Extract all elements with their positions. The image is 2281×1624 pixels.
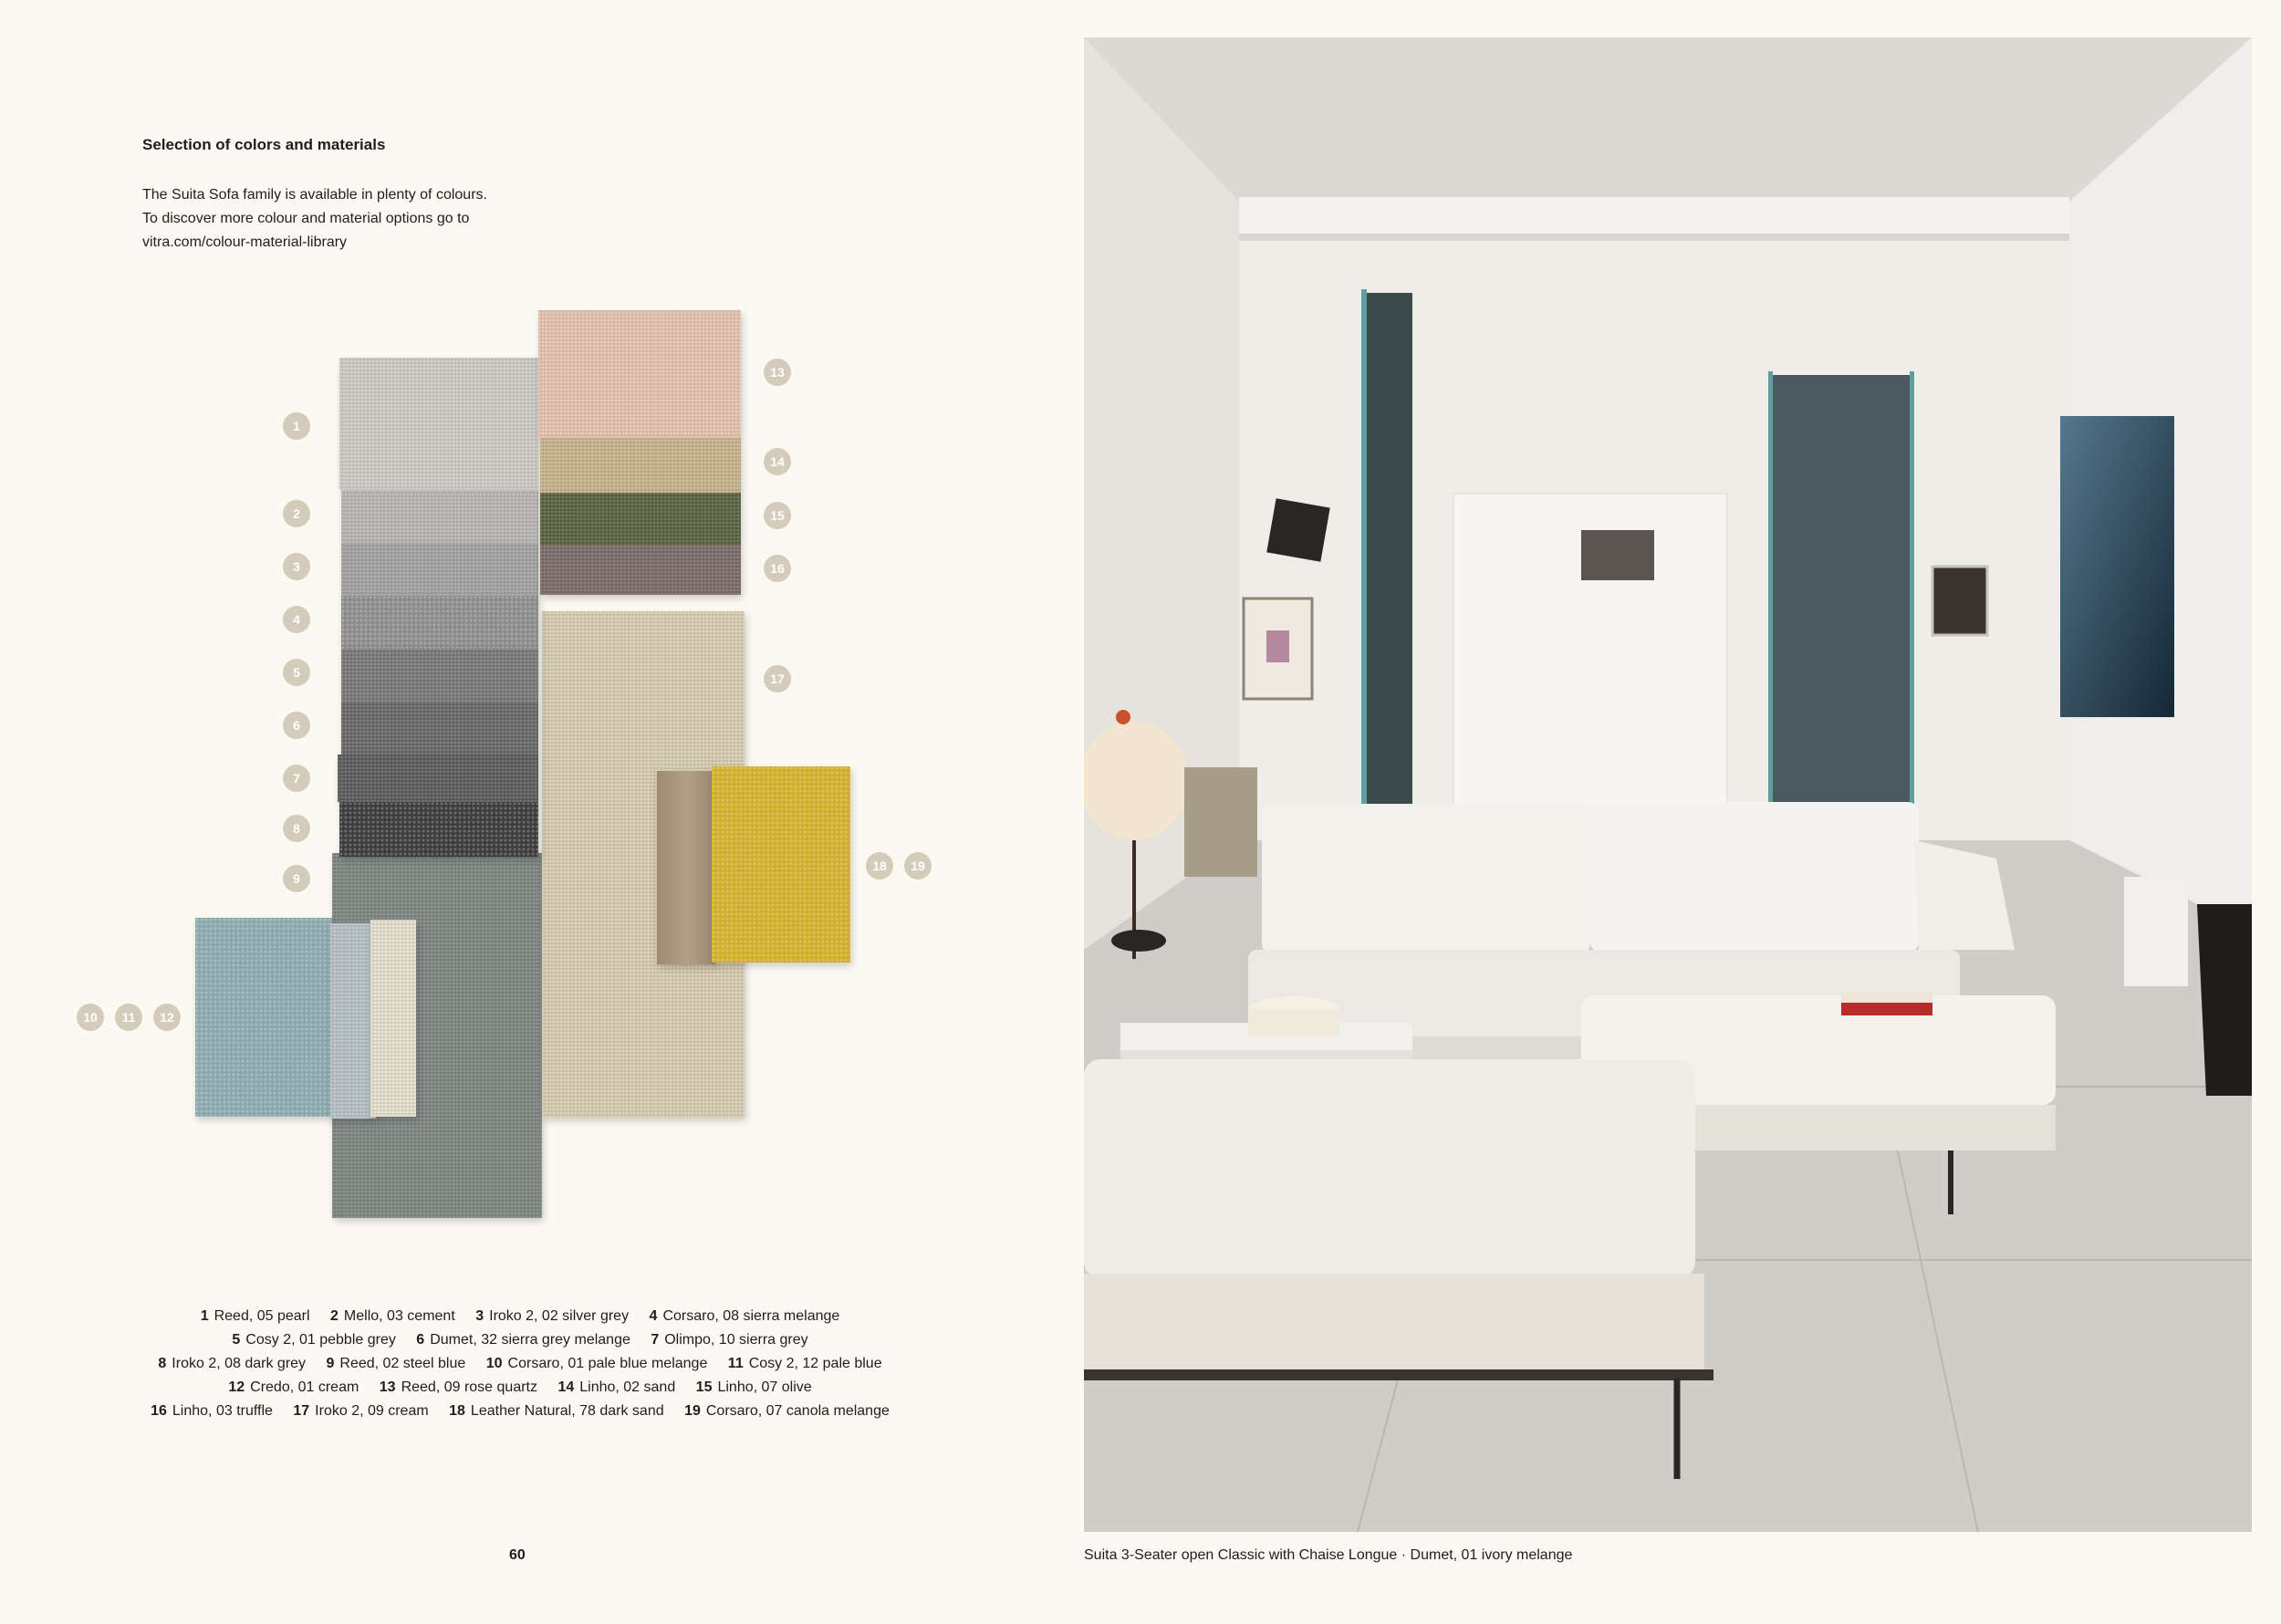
swatch-2 <box>341 490 538 543</box>
swatch-number-badge: 4 <box>283 606 310 633</box>
swatch-5 <box>341 649 538 702</box>
legend-item: 2 Mello, 03 cement <box>330 1308 455 1324</box>
legend-line <box>73 1376 967 1400</box>
legend-item: 19 Corsaro, 07 canola melange <box>684 1403 890 1419</box>
legend-item: 18 Leather Natural, 78 dark sand <box>449 1403 664 1419</box>
swatch-8 <box>339 802 538 857</box>
left-page <box>0 0 1084 1624</box>
legend-line <box>73 1400 967 1423</box>
swatch-number-badge: 9 <box>283 865 310 892</box>
page-title: Selection of colors and materials <box>142 136 386 153</box>
legend-item: 10 Corsaro, 01 pale blue melange <box>485 1356 708 1371</box>
legend-item: 12 Credo, 01 cream <box>228 1379 359 1395</box>
intro-line: To discover more colour and material options go to <box>142 211 470 226</box>
swatch-number-badge: 6 <box>283 712 310 739</box>
photo-caption: Suita 3-Seater open Classic with Chaise Longue · Dumet, 01 ivory melange <box>1084 1547 1573 1563</box>
legend-item: 4 Corsaro, 08 sierra melange <box>649 1308 840 1324</box>
legend-item: 17 Iroko 2, 09 cream <box>293 1403 429 1419</box>
swatch-number-badge: 8 <box>283 815 310 842</box>
swatch-number-badge: 1 <box>283 412 310 440</box>
swatch-15 <box>540 493 741 546</box>
legend-line <box>73 1352 967 1376</box>
swatch-number-badge: 7 <box>283 765 310 792</box>
swatch-6 <box>341 702 538 755</box>
legend-item: 6 Dumet, 32 sierra grey melange <box>416 1332 630 1348</box>
swatch-number-badge: 14 <box>764 448 791 475</box>
swatch-16 <box>540 546 741 595</box>
legend-item: 14 Linho, 02 sand <box>557 1379 676 1395</box>
swatch-number-badge: 12 <box>153 1004 181 1031</box>
swatch-number-badge: 15 <box>764 502 791 529</box>
legend-item: 8 Iroko 2, 08 dark grey <box>158 1356 307 1371</box>
swatch-number-badge: 18 <box>866 852 893 880</box>
swatch-3 <box>341 543 538 596</box>
swatch-number-badge: 16 <box>764 555 791 582</box>
legend-item: 16 Linho, 03 truffle <box>151 1403 273 1419</box>
legend-item: 15 Linho, 07 olive <box>695 1379 812 1395</box>
page-number: 60 <box>509 1547 526 1563</box>
intro-text <box>142 183 562 255</box>
swatch-number-badge: 17 <box>764 665 791 692</box>
intro-line: vitra.com/colour-material-library <box>142 234 348 250</box>
swatch-13 <box>538 310 741 438</box>
legend-line <box>73 1305 967 1328</box>
swatch-14 <box>540 438 741 493</box>
swatch-7 <box>338 755 538 802</box>
legend-item: 7 Olimpo, 10 sierra grey <box>651 1332 808 1348</box>
swatch-number-badge: 11 <box>115 1004 142 1031</box>
legend-item: 13 Reed, 09 rose quartz <box>379 1379 537 1395</box>
legend-item: 1 Reed, 05 pearl <box>200 1308 310 1324</box>
legend-item: 11 Cosy 2, 12 pale blue <box>727 1356 882 1371</box>
legend-item: 3 Iroko 2, 02 silver grey <box>475 1308 630 1324</box>
swatch-12 <box>370 920 416 1117</box>
intro-line: The Suita Sofa family is available in plenty of colours. <box>142 187 487 203</box>
swatch-number-badge: 5 <box>283 659 310 686</box>
swatch-10 <box>195 918 332 1117</box>
swatch-number-badge: 10 <box>77 1004 104 1031</box>
legend-line <box>73 1328 967 1352</box>
swatch-19 <box>712 766 850 963</box>
living-room-image <box>1084 37 2252 1532</box>
swatch-number-badge: 2 <box>283 500 310 527</box>
legend-item: 9 Reed, 02 steel blue <box>326 1356 466 1371</box>
swatch-number-badge: 3 <box>283 553 310 580</box>
swatch-1 <box>339 358 538 490</box>
swatch-number-badge: 13 <box>764 359 791 386</box>
swatch-18 <box>657 771 715 964</box>
swatch-number-badge: 19 <box>904 852 932 880</box>
swatch-4 <box>341 596 538 649</box>
swatch-11 <box>330 923 376 1119</box>
legend-item: 5 Cosy 2, 01 pebble grey <box>232 1332 396 1348</box>
interior-photo <box>1084 37 2252 1532</box>
material-legend <box>73 1305 967 1423</box>
